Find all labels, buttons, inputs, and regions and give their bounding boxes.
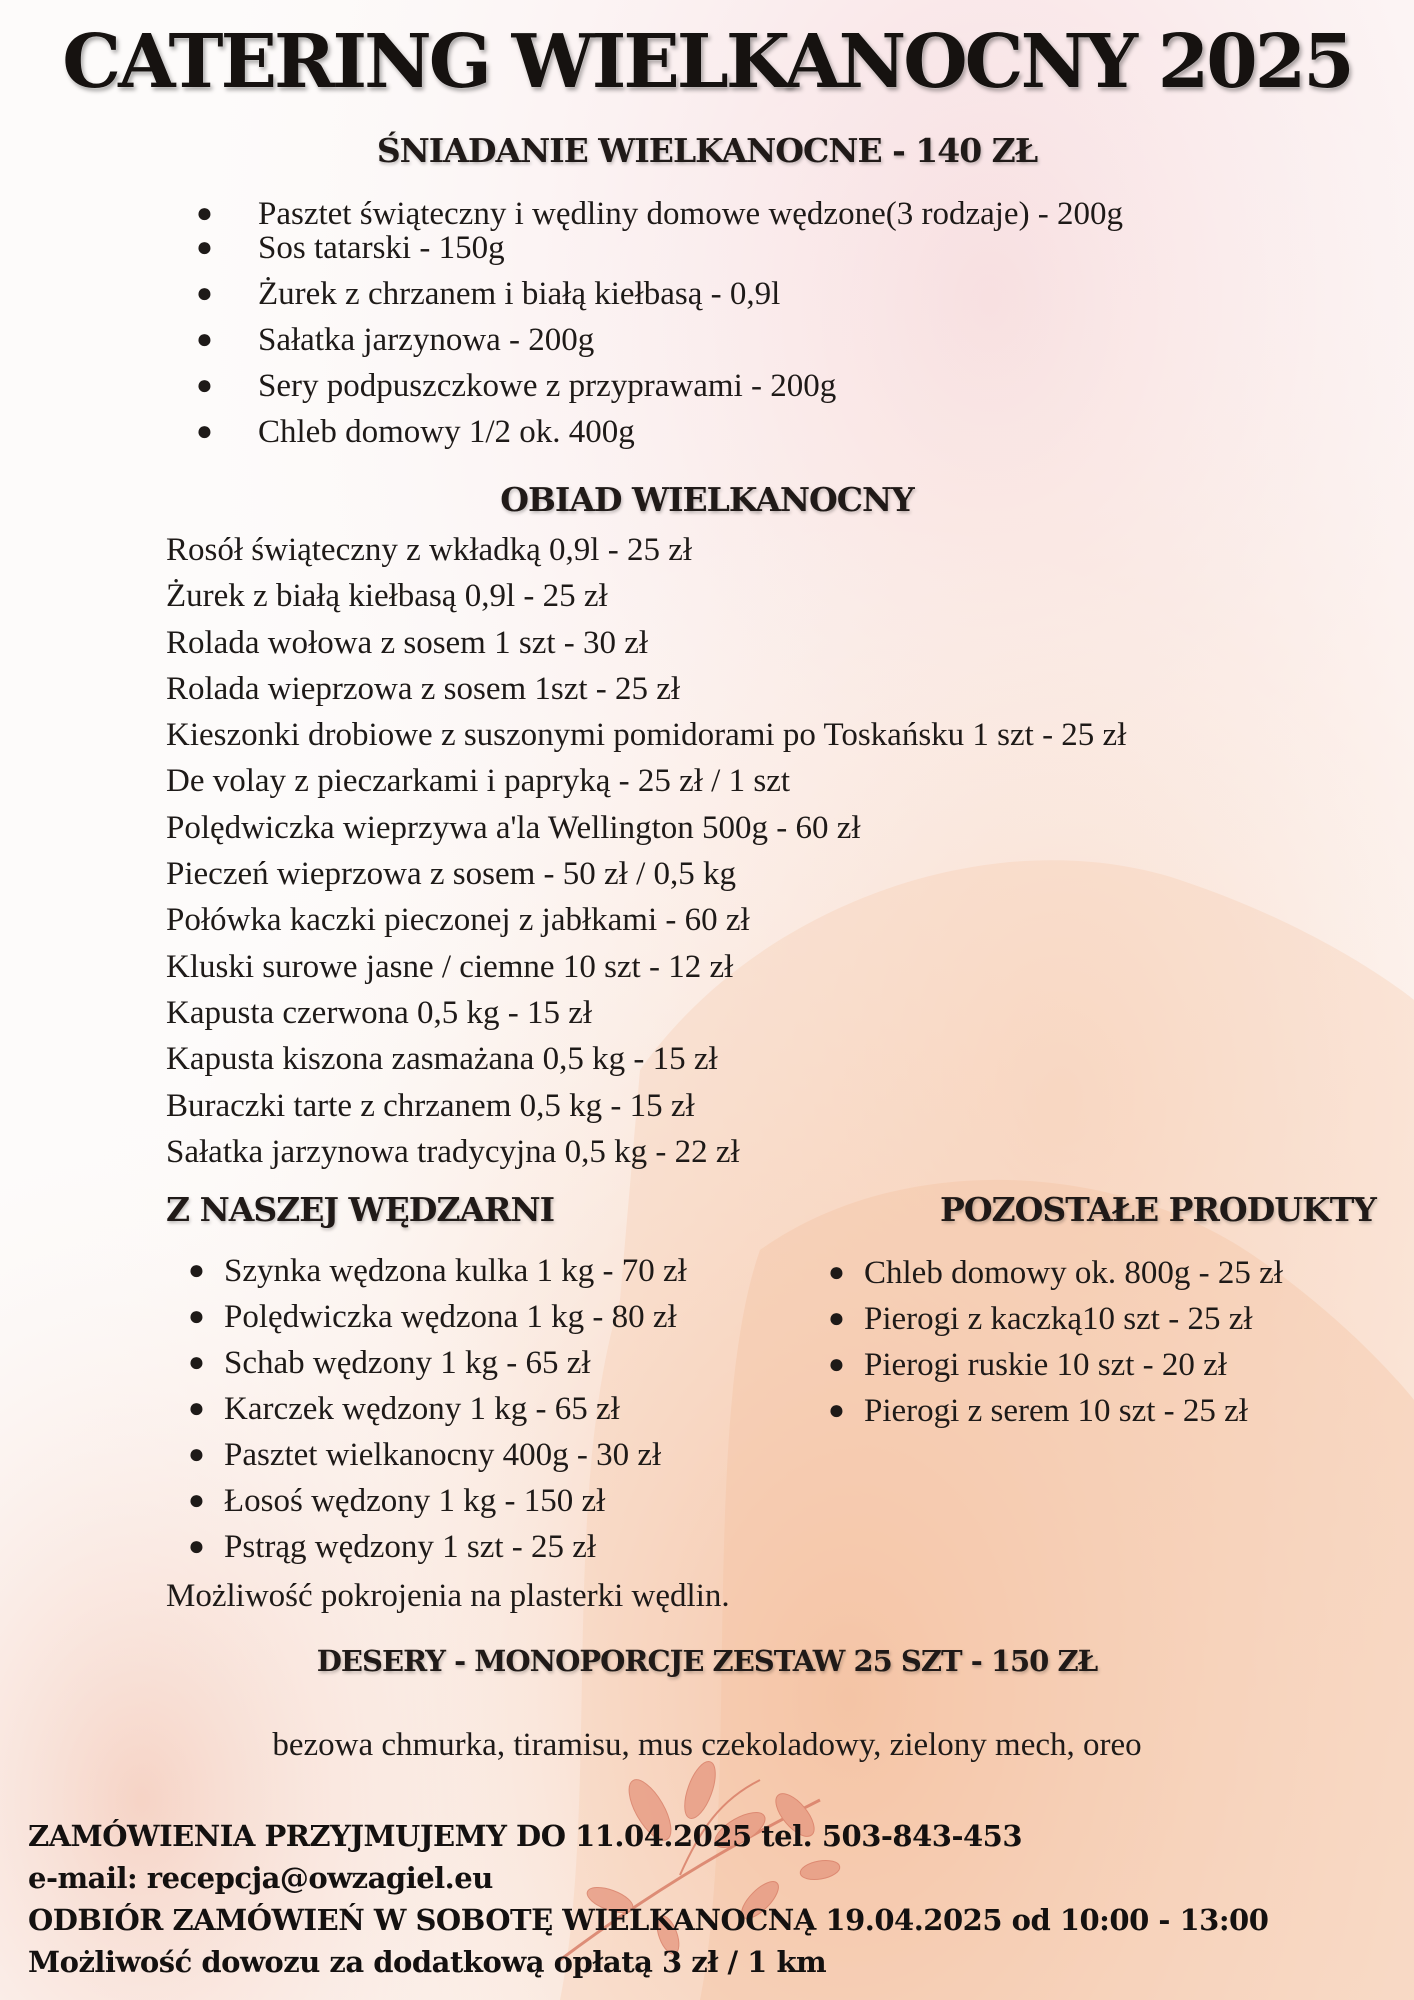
bullet-icon: ● <box>828 1257 845 1288</box>
list-item: Żurek z białą kiełbasą 0,9l - 25 zł <box>166 578 608 615</box>
bullet-icon: ● <box>188 1531 205 1562</box>
list-item: ● Chleb domowy 1/2 ok. 400g <box>258 409 1123 455</box>
contact-info <box>28 1815 1268 1983</box>
other-products-heading: POZOSTAŁE PRODUKTY <box>940 1190 1376 1229</box>
bullet-icon: ● <box>828 1303 845 1334</box>
bullet-icon: ● <box>196 416 213 447</box>
list-item: Buraczki tarte z chrzanem 0,5 kg - 15 zł <box>166 1087 695 1124</box>
list-item: ● Pierogi ruskie 10 szt - 20 zł <box>864 1342 1283 1388</box>
list-item: Pieczeń wieprzowa z sosem - 50 zł / 0,5 kg <box>166 856 736 893</box>
pickup-info: ODBIÓR ZAMÓWIEŃ W SOBOTĘ WIELKANOCNĄ 19.04.2025 od 10:00 - 13:00 <box>28 1903 1269 1937</box>
bullet-icon: ● <box>196 232 213 263</box>
list-item: ● Schab wędzony 1 kg - 65 zł <box>224 1340 687 1386</box>
list-item: De volay z pieczarkami i papryką - 25 zł / 1 szt <box>166 763 791 800</box>
bullet-icon: ● <box>828 1349 845 1380</box>
list-item: Polędwiczka wieprzywa a'la Wellington 500g - 60 zł <box>166 809 861 846</box>
list-item: ● Pierogi z kaczką10 szt - 25 zł <box>864 1296 1283 1342</box>
list-item: ● Pstrąg wędzony 1 szt - 25 zł <box>224 1524 687 1570</box>
dinner-list <box>166 527 1126 1175</box>
desserts-heading: DESERY - MONOPORCJE ZESTAW 25 SZT - 150 ZŁ <box>316 1644 1098 1678</box>
bullet-icon: ● <box>196 278 213 309</box>
bullet-icon: ● <box>188 1347 205 1378</box>
smokehouse-heading: Z NASZEJ WĘDZARNI <box>166 1190 555 1229</box>
list-item: ● Polędwiczka wędzona 1 kg - 80 zł <box>224 1294 687 1340</box>
bullet-icon: ● <box>828 1395 845 1426</box>
page-title: CATERING WIELKANOCNY 2025 <box>62 19 1352 105</box>
bullet-icon: ● <box>188 1301 205 1332</box>
email-line[interactable]: e-mail: recepcja@owzagiel.eu <box>28 1861 493 1895</box>
list-item: ● Karczek wędzony 1 kg - 65 zł <box>224 1386 687 1432</box>
delivery-info: Możliwość dowozu za dodatkową opłatą 3 zł / 1 km <box>28 1945 827 1979</box>
list-item: ● Sos tatarski - 150g <box>258 225 1123 271</box>
list-item: ● Łosoś wędzony 1 kg - 150 zł <box>224 1478 687 1524</box>
list-item: ● Pasztet wielkanocny 400g - 30 zł <box>224 1432 687 1478</box>
breakfast-list <box>196 191 1124 455</box>
list-item: Rolada wołowa z sosem 1 szt - 30 zł <box>166 624 649 661</box>
list-item: Rosół świąteczny z wkładką 0,9l - 25 zł <box>166 532 693 568</box>
bullet-icon: ● <box>188 1255 205 1286</box>
bullet-icon: ● <box>188 1439 205 1470</box>
list-item: ● Żurek z chrzanem i białą kiełbasą - 0,9l <box>258 271 1123 317</box>
dinner-heading: OBIAD WIELKANOCNY <box>500 480 914 519</box>
breakfast-heading: ŚNIADANIE WIELKANOCNE - 140 ZŁ <box>376 131 1038 170</box>
list-item: ● Sałatka jarzynowa - 200g <box>258 317 1123 363</box>
list-item: ● Pierogi z serem 10 szt - 25 zł <box>864 1388 1283 1434</box>
list-item: Połówka kaczki pieczonej z jabłkami - 60 zł <box>166 902 750 939</box>
list-item: ● Chleb domowy ok. 800g - 25 zł <box>864 1250 1283 1296</box>
list-item: ● Pasztet świąteczny i wędliny domowe wędzone(3 rodzaje) - 200g <box>258 191 1123 237</box>
list-item: Kapusta czerwona 0,5 kg - 15 zł <box>166 994 593 1031</box>
desserts-text: bezowa chmurka, tiramisu, mus czekoladowy, zielony mech, oreo <box>272 1727 1142 1763</box>
list-item: Kluski surowe jasne / ciemne 10 szt - 12 zł <box>166 948 734 985</box>
list-item: Kapusta kiszona zasmażana 0,5 kg - 15 zł <box>166 1041 718 1078</box>
bullet-icon: ● <box>188 1485 205 1516</box>
list-item: ● Szynka wędzona kulka 1 kg - 70 zł <box>224 1248 687 1294</box>
list-item: ● Sery podpuszczkowe z przyprawami - 200g <box>258 363 1123 409</box>
bullet-icon: ● <box>196 324 213 355</box>
smokehouse-note: Możliwość pokrojenia na plasterki wędlin. <box>166 1578 730 1614</box>
list-item: Kieszonki drobiowe z suszonymi pomidorami po Toskańsku 1 szt - 25 zł <box>166 717 1127 754</box>
orders-deadline: ZAMÓWIENIA PRZYJMUJEMY DO 11.04.2025 tel. 503-843-453 <box>28 1819 1023 1853</box>
other-products-list <box>828 1250 1283 1434</box>
smokehouse-list <box>188 1248 687 1570</box>
bullet-icon: ● <box>196 198 213 229</box>
list-item: Rolada wieprzowa z sosem 1szt - 25 zł <box>166 670 681 707</box>
bullet-icon: ● <box>188 1393 205 1424</box>
list-item: Sałatka jarzynowa tradycyjna 0,5 kg - 22 zł <box>166 1133 740 1170</box>
bullet-icon: ● <box>196 370 213 401</box>
